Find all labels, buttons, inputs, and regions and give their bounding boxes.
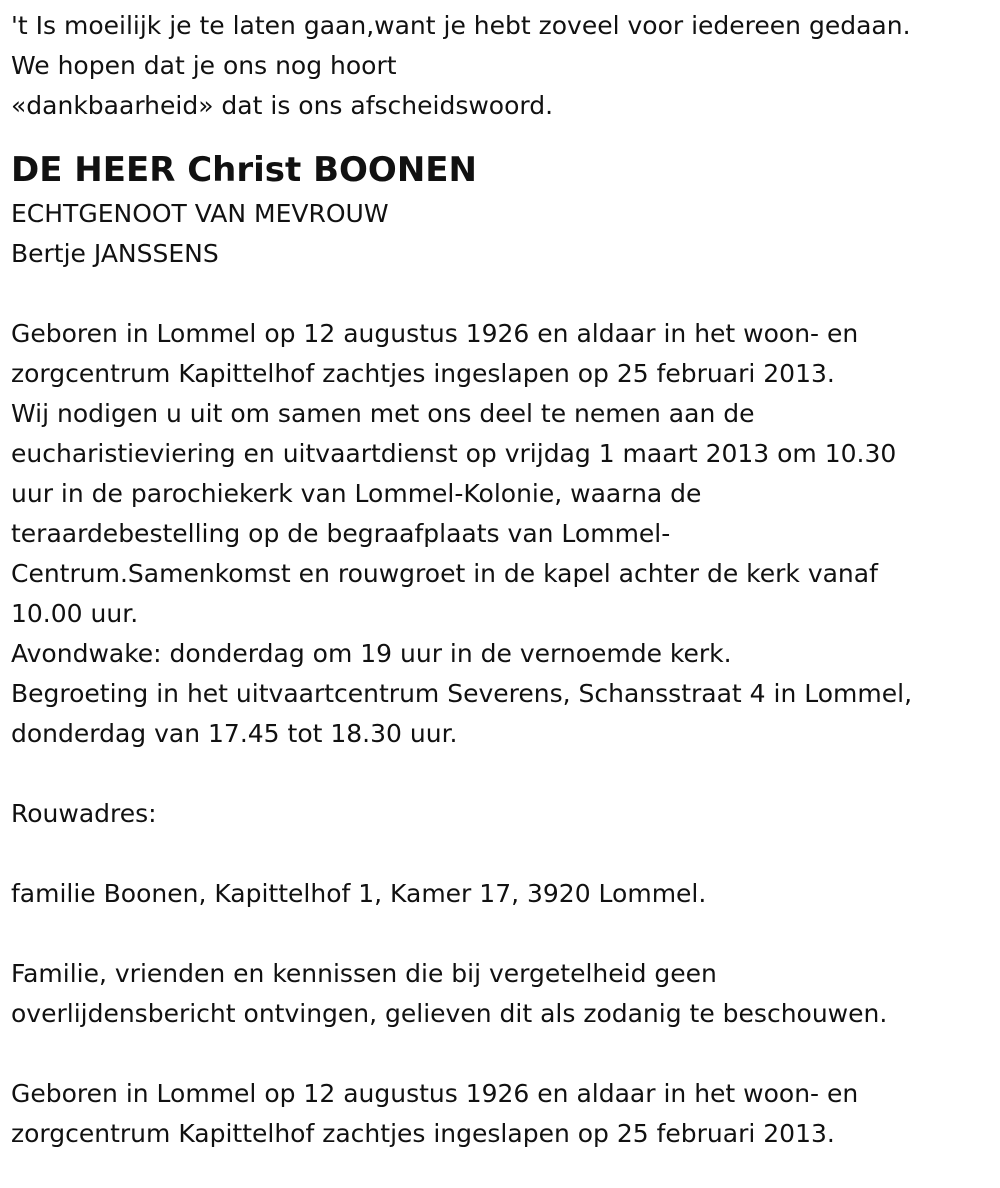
spacer bbox=[11, 914, 1000, 954]
announcement-line: teraardebestelling op de begraafplaats van Lommel- bbox=[11, 519, 671, 548]
spouse-line: ECHTGENOOT VAN MEVROUW bbox=[11, 199, 389, 228]
spacer bbox=[11, 1034, 1000, 1074]
announcement-line: zorgcentrum Kapittelhof zachtjes ingeslapen op 25 februari 2013. bbox=[11, 359, 835, 388]
announcement-line: uur in de parochiekerk van Lommel-Kolonie, waarna de bbox=[11, 479, 702, 508]
deceased-name: DE HEER Christ BOONEN bbox=[11, 150, 477, 190]
announcement-line: Wij nodigen u uit om samen met ons deel te nemen aan de bbox=[11, 399, 755, 428]
announcement-line: 10.00 uur. bbox=[11, 599, 139, 628]
announcement-line: Geboren in Lommel op 12 augustus 1926 en aldaar in het woon- en bbox=[11, 319, 859, 348]
spacer bbox=[11, 834, 1000, 874]
poem bbox=[11, 6, 1000, 126]
announcement-line: Avondwake: donderdag om 19 uur in de vernoemde kerk. bbox=[11, 639, 732, 668]
spouse-line: Bertje JANSSENS bbox=[11, 239, 219, 268]
closing bbox=[11, 1074, 1000, 1154]
announcement bbox=[11, 314, 1000, 754]
announcement-line: eucharistieviering en uitvaartdienst op vrijdag 1 maart 2013 om 10.30 bbox=[11, 439, 897, 468]
notice bbox=[11, 954, 1000, 1034]
address-label: Rouwadres: bbox=[11, 799, 157, 828]
poem-line: We hopen dat je ons nog hoort bbox=[11, 51, 397, 80]
spacer bbox=[11, 274, 1000, 314]
announcement-line: donderdag van 17.45 tot 18.30 uur. bbox=[11, 719, 458, 748]
notice-line: Familie, vrienden en kennissen die bij vergetelheid geen bbox=[11, 959, 717, 988]
notice-line: overlijdensbericht ontvingen, gelieven dit als zodanig te beschouwen. bbox=[11, 999, 888, 1028]
announcement-line: Centrum.Samenkomst en rouwgroet in de kapel achter de kerk vanaf bbox=[11, 559, 878, 588]
address: familie Boonen, Kapittelhof 1, Kamer 17, 3920 Lommel. bbox=[11, 879, 707, 908]
announcement-line: Begroeting in het uitvaartcentrum Severens, Schansstraat 4 in Lommel, bbox=[11, 679, 913, 708]
spouse-block bbox=[11, 194, 1000, 274]
spacer bbox=[11, 754, 1000, 794]
closing-line: zorgcentrum Kapittelhof zachtjes ingeslapen op 25 februari 2013. bbox=[11, 1119, 835, 1148]
closing-line: Geboren in Lommel op 12 augustus 1926 en aldaar in het woon- en bbox=[11, 1079, 859, 1108]
poem-line: «dankbaarheid» dat is ons afscheidswoord. bbox=[11, 91, 554, 120]
poem-line: 't Is moeilijk je te laten gaan,want je hebt zoveel voor iedereen gedaan. bbox=[11, 11, 911, 40]
